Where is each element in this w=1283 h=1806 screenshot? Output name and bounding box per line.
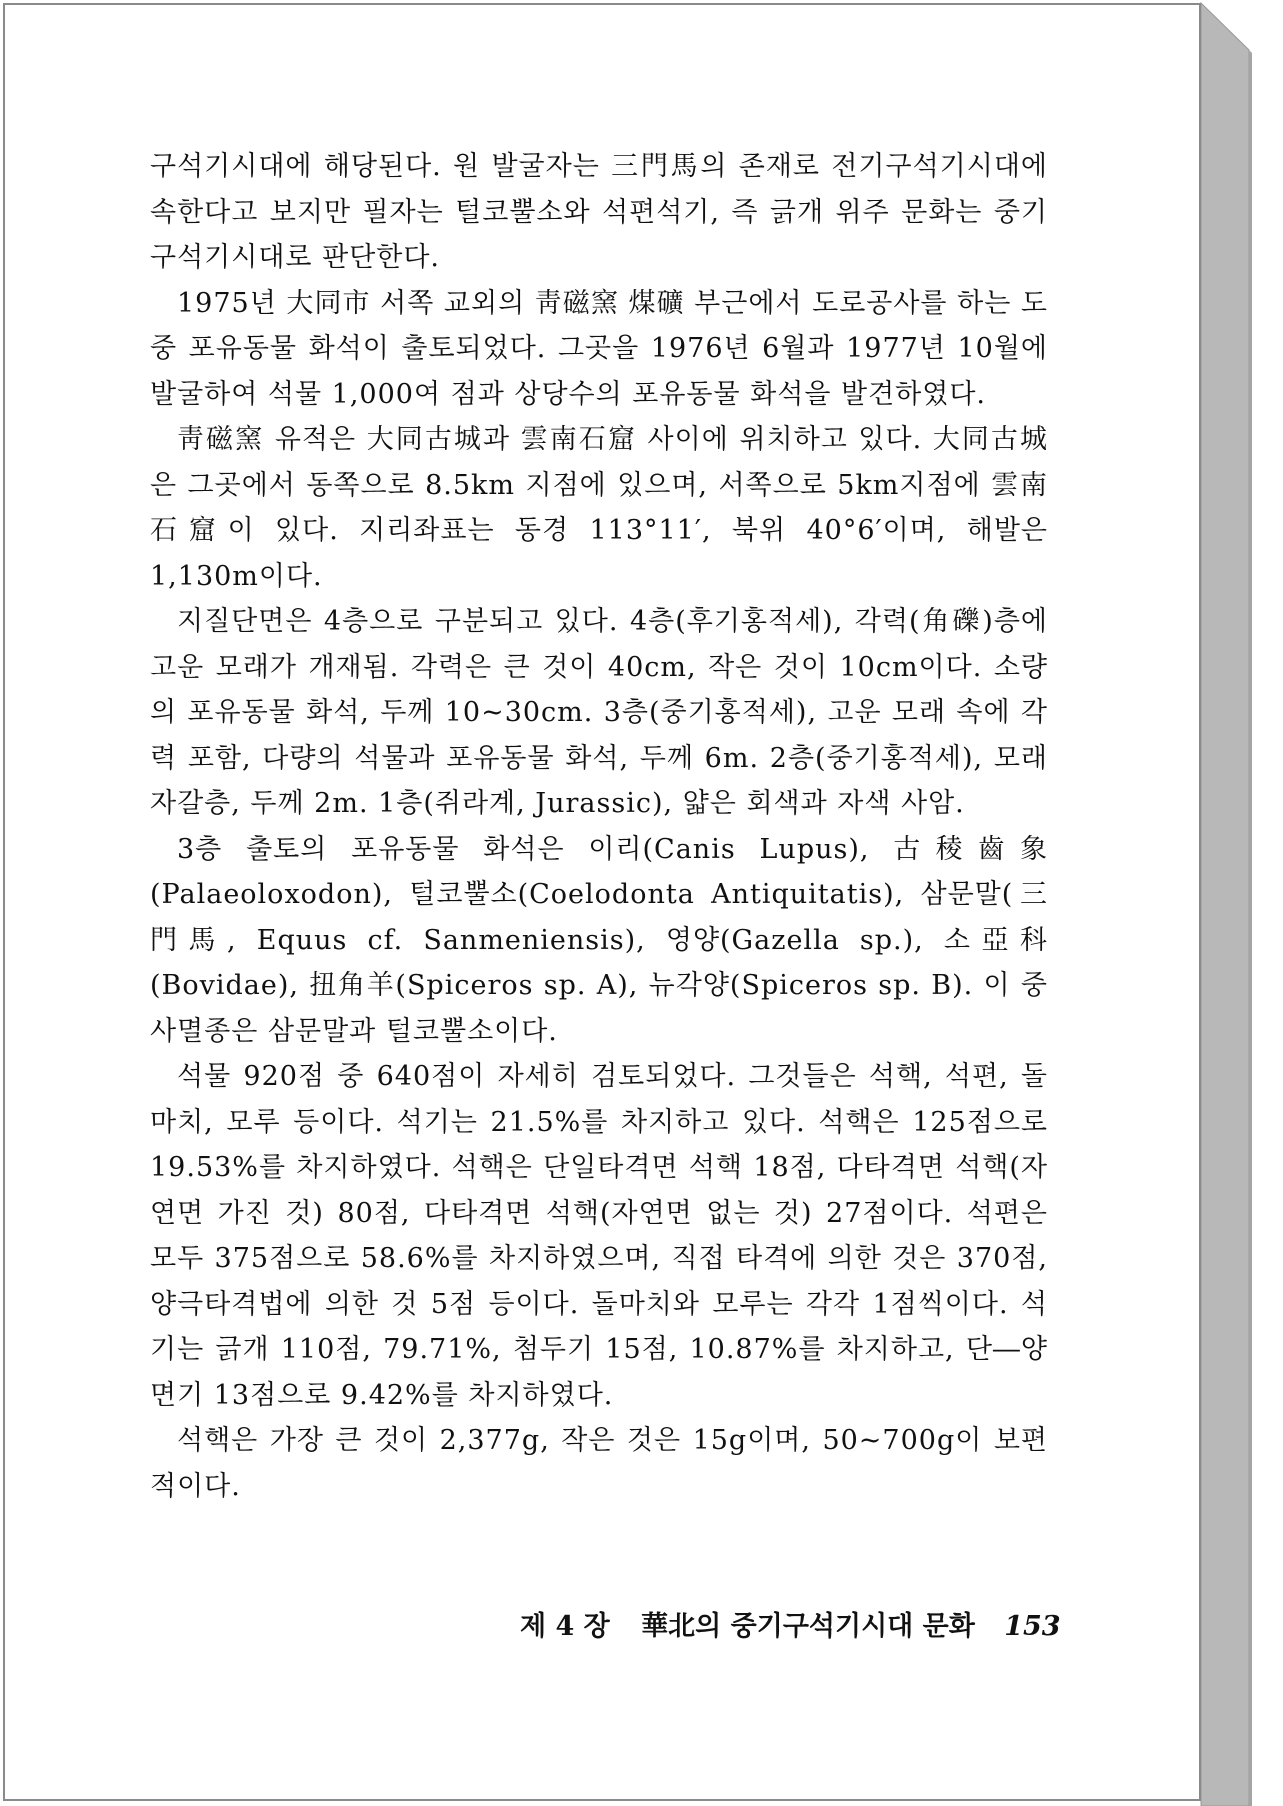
paragraph-5: 3층 출토의 포유동물 화석은 이리(Canis Lupus), 古稜齒象(Palaeoloxodon), 털코뿔소(Coelodonta Antiquitatis), 삼문말(三門馬, Equus cf. Sanmeniensis), 영양(Gazella sp.), 소亞科(Bovidae), 扭角羊(Spiceros sp. A), 뉴각양(Spiceros sp. B). 이 중 사멸종은 삼문말과 털코뿔소이다. xyxy=(150,833,1048,1047)
running-footer xyxy=(520,1604,1061,1644)
chapter-label: 제 4 장 xyxy=(520,1611,610,1642)
paragraph-1: 구석기시대에 해당된다. 원 발굴자는 三門馬의 존재로 전기구석기시대에 속한다고 보지만 필자는 털코뿔소와 석편석기, 즉 긁개 위주 문화는 중기구석기시대로 판단한다. xyxy=(150,151,1048,273)
paragraph-6: 석물 920점 중 640점이 자세히 검토되었다. 그것들은 석핵, 석편, 돌마치, 모루 등이다. 석기는 21.5%를 차지하고 있다. 석핵은 125점으로 19.53%를 차지하였다. 석핵은 단일타격면 석핵 18점, 다타격면 석핵(자연면 가진 것) 80점, 다타격면 석핵(자연면 없는 것) 27점이다. 석편은 모두 375점으로 58.6%를 차지하였으며, 직접 타격에 의한 것은 370점, 양극타격법에 의한 것 5점 등이다. 돌마치와 모루는 각각 1점씩이다. 석기는 긁개 110점, 79.71%, 첨두기 15점, 10.87%를 차지하고, 단―양면기 13점으로 9.42%를 차지하였다. xyxy=(150,1061,1048,1411)
paragraph-2: 1975년 大同市 서쪽 교외의 靑磁窯 煤礦 부근에서 도로공사를 하는 도중 포유동물 화석이 출토되었다. 그곳을 1976년 6월과 1977년 10월에 발굴하여 석물 1,000여 점과 상당수의 포유동물 화석을 발견하였다. xyxy=(150,287,1048,410)
paragraph-7: 석핵은 가장 큰 것이 2,377g, 작은 것은 15g이며, 50~700g이 보편적이다. xyxy=(150,1425,1048,1502)
page-number: 153 xyxy=(1004,1611,1061,1642)
paragraph-4: 지질단면은 4층으로 구분되고 있다. 4층(후기홍적세), 각력(角礫)층에 고운 모래가 개재됨. 각력은 큰 것이 40cm, 작은 것이 10cm이다. 소량의 포유동물 화석, 두께 10~30cm. 3층(중기홍적세), 고운 모래 속에 각력 포함, 다량의 석물과 포유동물 화석, 두께 6m. 2층(중기홍적세), 모래 자갈층, 두께 2m. 1층(쥐라계, Jurassic), 얇은 회색과 자색 사암. xyxy=(150,606,1048,819)
body-text xyxy=(150,144,1048,1509)
chapter-title: 華北의 중기구석기시대 문화 xyxy=(641,1611,975,1642)
paragraph-3: 靑磁窯 유적은 大同古城과 雲南石窟 사이에 위치하고 있다. 大同古城은 그곳에서 동쪽으로 8.5km 지점에 있으며, 서쪽으로 5km지점에 雲南石窟이 있다. 지리좌표는 동경 113°11′, 북위 40°6′이며, 해발은 1,130m이다. xyxy=(150,424,1048,592)
